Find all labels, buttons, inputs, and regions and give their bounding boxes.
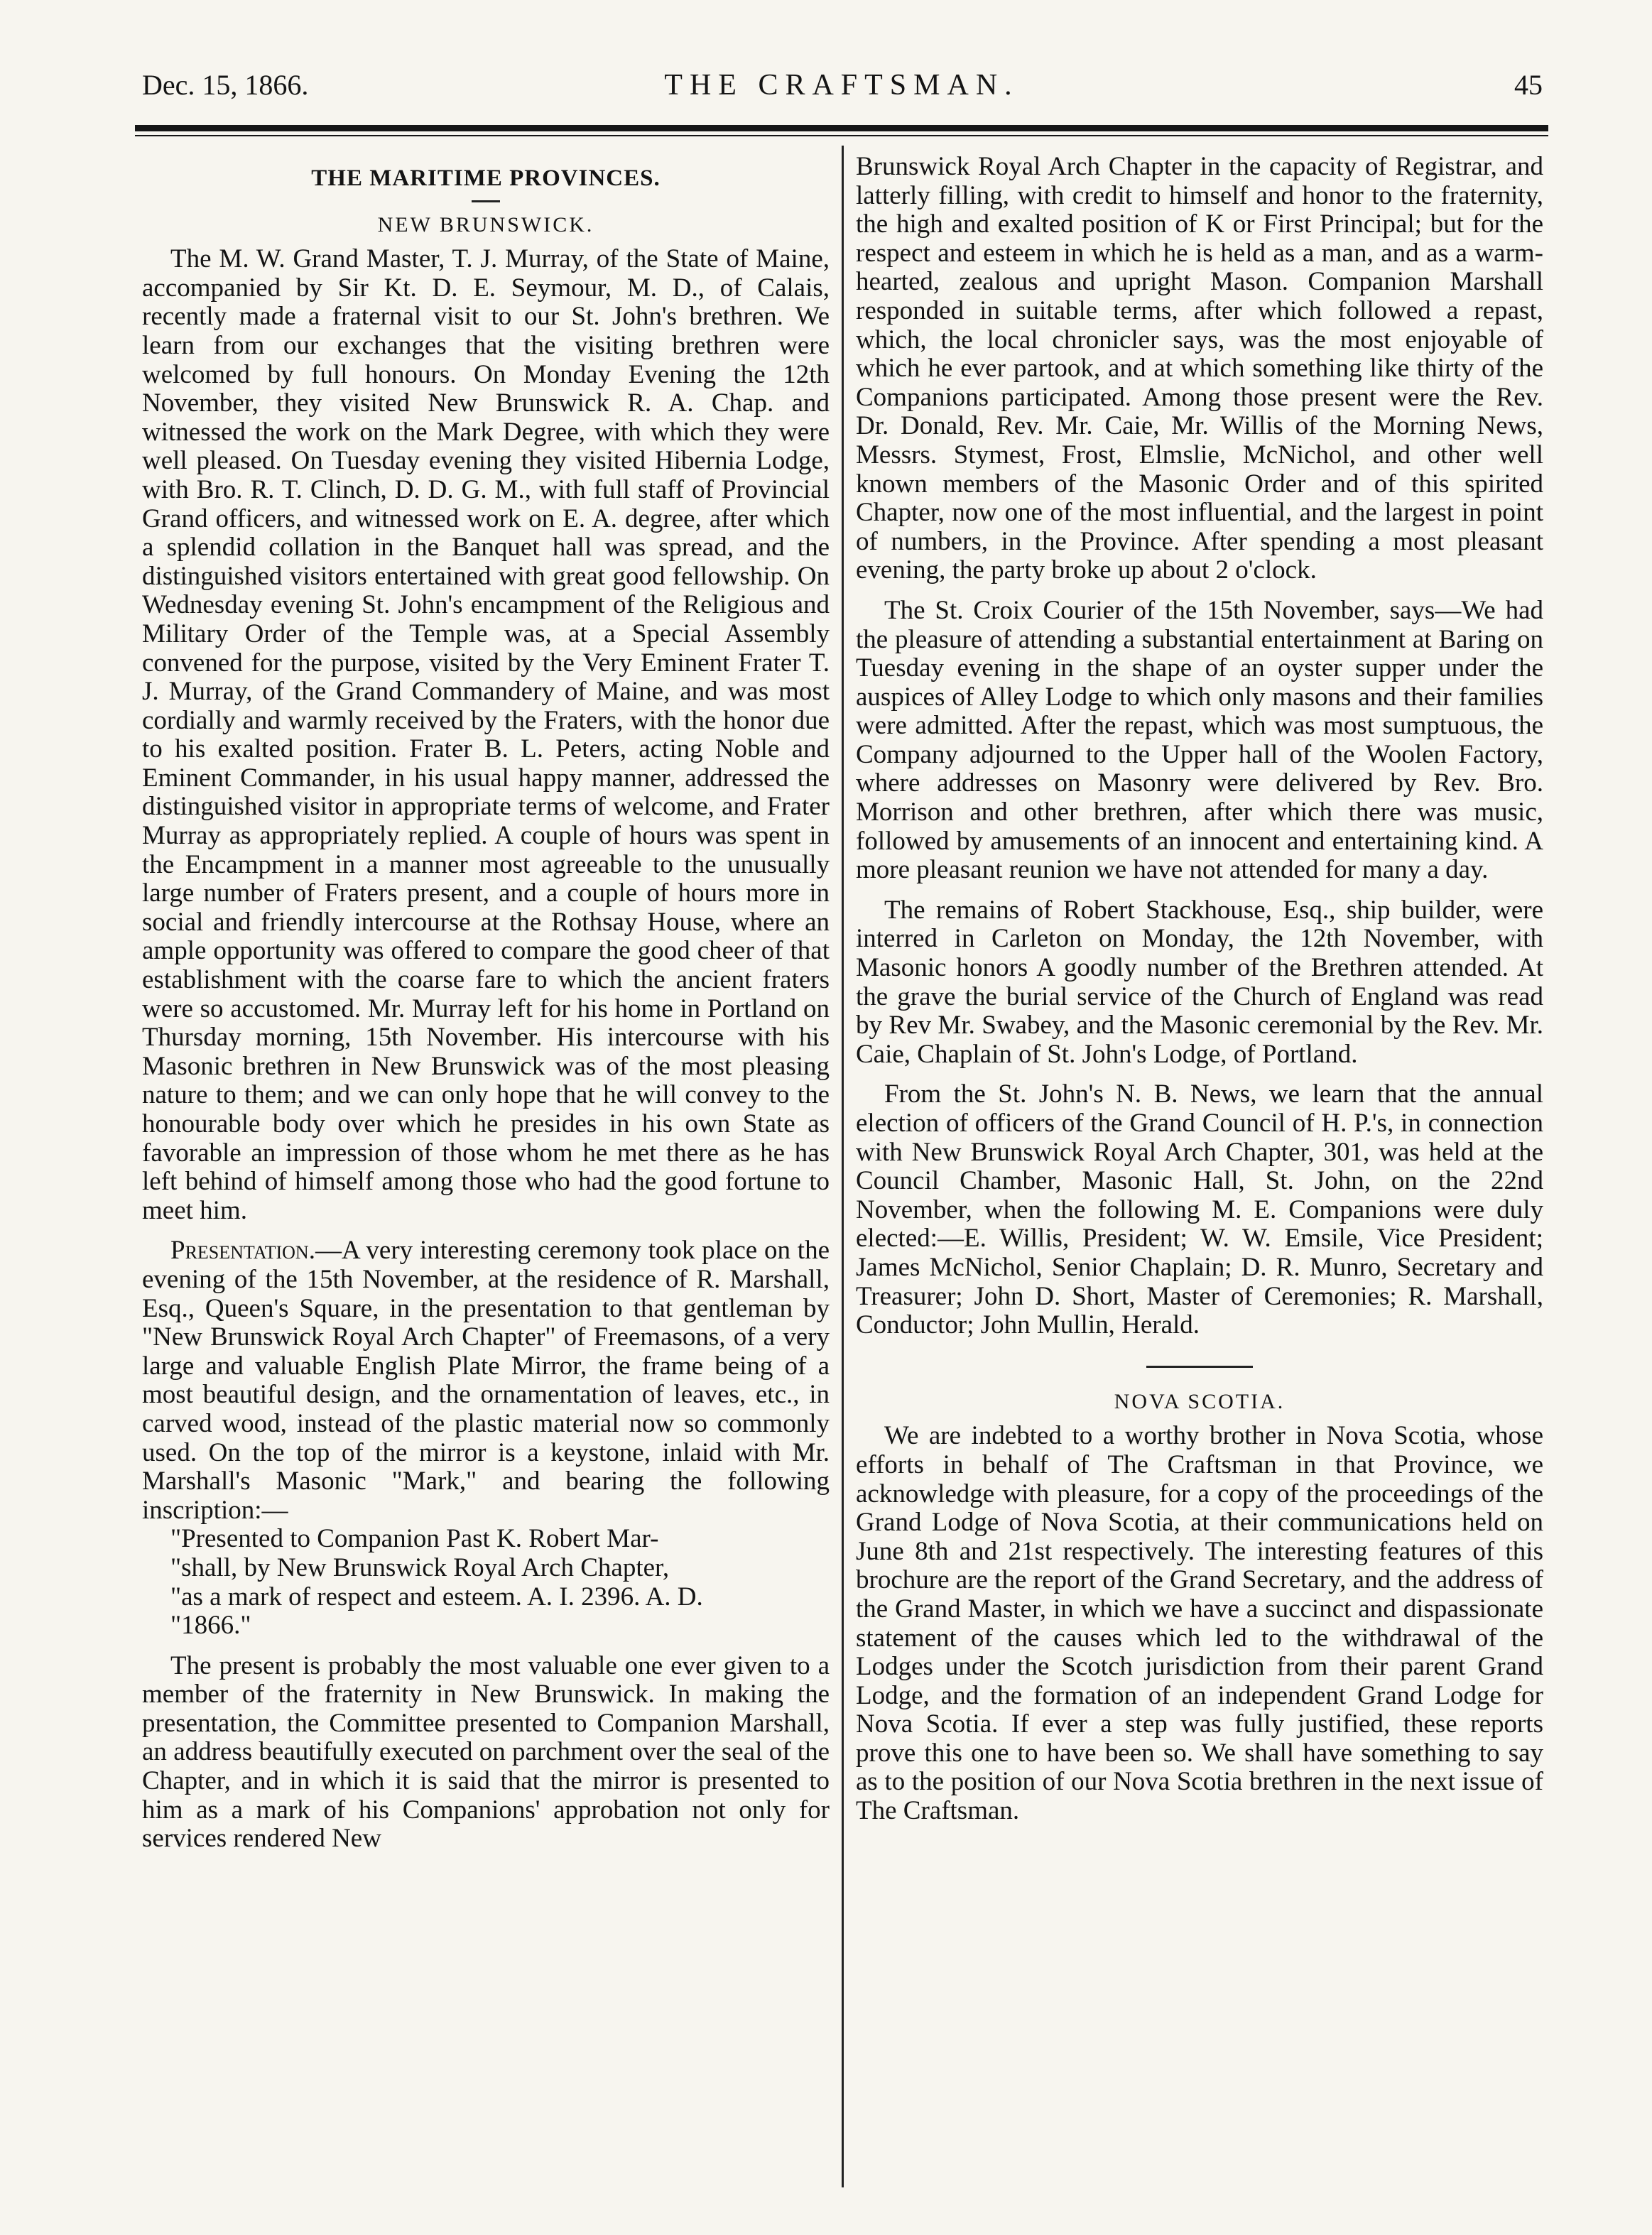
page-header <box>135 68 1548 111</box>
article-paragraph: The St. Croix Courier of the 15th November, says—We had the pleasure of attending a substantial entertainment at Baring on Tuesday evening in the shape of an oyster supper under the auspices of Alley Lodge to which only masons and their families were admitted. After the repast, which was most sumptuous, the Company adjourned to the Upper hall of the Woolen Factory, where addresses on Masonry were delivered by Rev. Bro. Morrison and other brethren, after which there was music, followed by amusements of an innocent and entertaining kind. A more pleasant reunion we have not attended for many a day. <box>856 595 1543 885</box>
header-rule-thin <box>135 135 1548 136</box>
section-title: THE MARITIME PROVINCES. <box>311 165 661 191</box>
inscription-line: "shall, by New Brunswick Royal Arch Chapter, <box>170 1552 670 1582</box>
column-divider <box>842 146 844 2187</box>
subheading-new-brunswick: NEW BRUNSWICK. <box>377 212 594 236</box>
page-number: 45 <box>1514 69 1543 101</box>
article-paragraph: The remains of Robert Stackhouse, Esq., ship builder, were interred in Carleton on Monday, the 12th November, with Masonic honors A goodly number of the Brethren attended. At the grave the burial service of the Church of England was read by Rev Mr. Swabey, and the Masonic ceremonial by the Rev. Mr. Caie, Chaplain of St. John's Lodge, of Portland. <box>856 895 1543 1069</box>
publication-title: THE CRAFTSMAN. <box>664 69 1019 102</box>
header-rule-thick <box>135 125 1548 131</box>
subheading-nova-scotia: NOVA SCOTIA. <box>1114 1389 1286 1413</box>
presentation-text: —A very interesting ceremony took place on the evening of the 15th November, at the residence of R. Marshall, Esq., Queen's Square, in the presentation to that gentleman by "New Brunswick Royal Arch Chapter" of Freemasons, of a very large and valuable English Plate Mirror, the frame being of a most beautiful design, and the ornamentation of leaves, etc., in carved wood, instead of the plastic material now so commonly used. On the top of the mirror is a keystone, inlaid with Mr. Marshall's Masonic "Mark," and bearing the following inscription:— <box>142 1236 830 1525</box>
inscription-line: "1866." <box>170 1611 251 1641</box>
article-paragraph: Brunswick Royal Arch Chapter in the capacity of Registrar, and latterly filling, with credit to himself and honor to the fraternity, the high and exalted position of K or First Principal; but for the respect and esteem in which he is held as a man, and as a warm-hearted, zealous and upright Mason. Companion Marshall responded in suitable terms, after which followed a repast, which, the local chronicler says, was the most enjoyable of which he ever partook, and at which something like thirty of the Companions participated. Among those present were the Rev. Dr. Donald, Rev. Mr. Caie, Mr. Willis of the Morning News, Messrs. Stymest, Frost, Elmslie, McNichol, and other well known members of the Masonic Order and of this spirited Chapter, now one of the most influential, and the largest in point of numbers, in the Province. After spending a most pleasant evening, the party broke up about 2 o'clock. <box>856 153 1543 585</box>
right-column <box>856 153 1543 2184</box>
issue-date: Dec. 15, 1866. <box>142 69 309 101</box>
article-paragraph <box>142 1236 830 1525</box>
left-column <box>142 153 830 2184</box>
article-paragraph: The present is probably the most valuable one ever given to a member of the fraternity in New Brunswick. In making the presentation, the Committee presented to Companion Marshall, an address beautifully executed on parchment over the seal of the Chapter, and in which it is said that the mirror is presented to him as a mark of his Companions' approbation not only for services rendered New <box>142 1651 830 1854</box>
section-rule <box>1146 1366 1253 1368</box>
presentation-lead: Presentation. <box>170 1236 315 1266</box>
title-dash <box>472 200 500 202</box>
article-paragraph: The M. W. Grand Master, T. J. Murray, of the State of Maine, accompanied by Sir Kt. D. E. Seymour, M. D., of Calais, recently made a fraternal visit to our St. John's brethren. We learn from our exchanges that the visiting brethren were welcomed by full honours. On Monday Evening the 12th November, they visited New Brunswick R. A. Chap. and witnessed the work on the Mark Degree, with which they were well pleased. On Tuesday evening they visited Hibernia Lodge, with Bro. R. T. Clinch, D. D. G. M., with full staff of Provincial Grand officers, and witnessed work on E. A. degree, after which a splendid collation in the Banquet hall was spread, and the distinguished visitors entertained with great good fellowship. On Wednesday evening St. John's encampment of the Religious and Military Order of the Temple was, at a Special Assembly convened for the purpose, visited by the Very Eminent Frater T. J. Murray, of the Grand Commandery of Maine, and was most cordially and warmly received by the Fraters, with the honor due to his exalted position. Frater B. L. Peters, acting Noble and Eminent Commander, in his usual happy manner, addressed the distinguished visitor in appropriate terms of welcome, and Frater Murray as appropriately replied. A couple of hours was spent in the Encampment in a manner most agreeable to the unusually large number of Fraters present, and a couple of hours more in social and friendly intercourse at the Rothsay House, where an ample opportunity was offered to compare the good cheer of that establishment with the coarse fare to which the ancient fraters were so accustomed. Mr. Murray left for his home in Portland on Thursday morning, 15th November. His intercourse with his Masonic brethren in New Brunswick was of the most pleasing nature to them; and we can only hope that he will convey to the honourable body over which he presides in his own State as favorable an impression of those whom he met there as he has left behind of himself among those who had the good fortune to meet him. <box>142 244 830 1225</box>
inscription-line: "Presented to Companion Past K. Robert Mar- <box>170 1524 659 1554</box>
article-paragraph: From the St. John's N. B. News, we learn that the annual election of officers of the Grand Council of H. P.'s, in connection with New Brunswick Royal Arch Chapter, 301, was held at the Council Chamber, Masonic Hall, St. John, on the 22nd November, when the following M. E. Companions were duly elected:—E. Willis, President; W. W. Emsile, Vice President; James McNichol, Senior Chaplain; D. R. Munro, Secretary and Treasurer; John D. Short, Master of Ceremonies; R. Marshall, Conductor; John Mullin, Herald. <box>856 1080 1543 1340</box>
article-paragraph: We are indebted to a worthy brother in Nova Scotia, whose efforts in behalf of The Craftsman in that Province, we acknowledge with pleasure, for a copy of the proceedings of the Grand Lodge of Nova Scotia, at their communications held on June 8th and 21st respectively. The interesting features of this brochure are the report of the Grand Secretary, and the address of the Grand Master, in which we have a succinct and dispassionate statement of the causes which led to the withdrawal of the Lodges under the Scotch jurisdiction from their parent Grand Lodge, and the formation of an independent Grand Lodge for Nova Scotia. If ever a step was fully justified, these reports prove this one to have been so. We shall have something to say as to the position of our Nova Scotia brethren in the next issue of The Craftsman. <box>856 1421 1543 1826</box>
inscription-line: "as a mark of respect and esteem. A. I. 2396. A. D. <box>170 1582 703 1611</box>
